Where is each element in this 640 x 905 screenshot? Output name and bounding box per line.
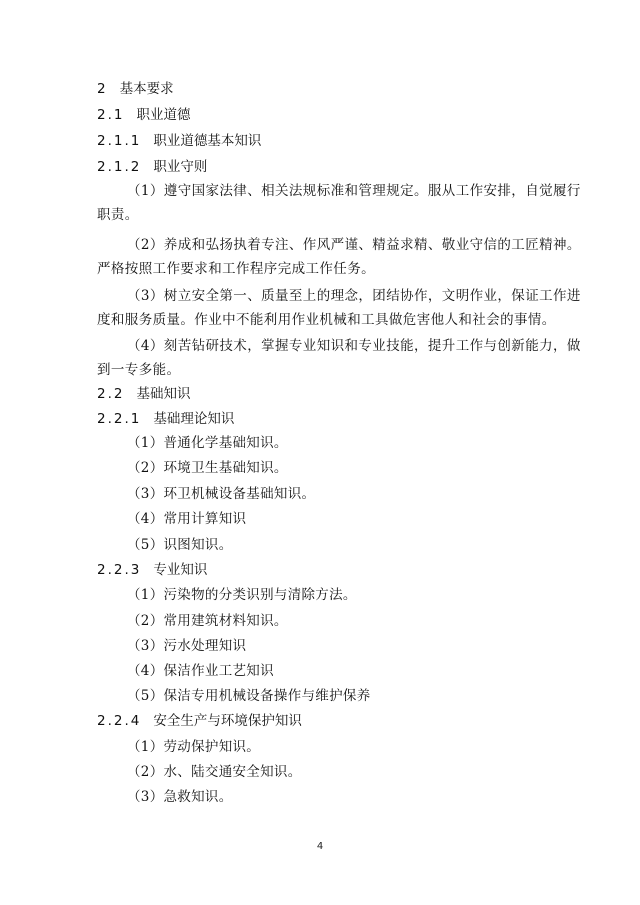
section-heading <box>97 105 557 125</box>
section-number: 2 <box>97 81 108 97</box>
paragraph-line: （4）刻苦钻研技术，掌握专业知识和专业技能，提升工作与创新能力，做 <box>127 338 581 354</box>
section-number: 2.2.1 <box>97 411 142 427</box>
section-heading <box>97 79 557 99</box>
section-title: 基本要求 <box>119 81 174 97</box>
list-item: （2）常用建筑材料知识。 <box>127 613 288 629</box>
page-number: 4 <box>316 841 324 852</box>
section-heading <box>97 560 557 580</box>
paragraph-line: （3）树立安全第一、质量至上的理念，团结协作，文明作业，保证工作进 <box>127 288 581 304</box>
section-title: 专业知识 <box>153 562 208 578</box>
section-heading <box>97 384 557 404</box>
section-number: 2.1.2 <box>97 159 142 175</box>
section-title: 基础理论知识 <box>153 411 235 427</box>
section-heading <box>97 409 557 429</box>
list-item: （1）劳动保护知识。 <box>127 739 261 755</box>
section-number: 2.1.1 <box>97 133 142 149</box>
list-item: （2）水、陆交通安全知识。 <box>127 764 302 780</box>
section-number: 2.2.4 <box>97 713 142 729</box>
list-item: （5）保洁专用机械设备操作与维护保养 <box>127 688 371 704</box>
section-heading <box>97 131 557 151</box>
section-title: 基础知识 <box>136 386 191 402</box>
list-item: （4）保洁作业工艺知识 <box>127 663 274 679</box>
list-item: （3）污水处理知识 <box>127 638 247 654</box>
section-title: 职业道德 <box>136 107 191 123</box>
section-number: 2.1 <box>97 107 125 123</box>
list-item: （1）污染物的分类识别与清除方法。 <box>127 587 357 603</box>
paragraph-line: （2）养成和弘扬执着专注、作风严谨、精益求精、敬业守信的工匠精神。 <box>127 237 581 253</box>
paragraph-line: 到一专多能。 <box>97 362 181 378</box>
paragraph-line: （1）遵守国家法律、相关法规标准和管理规定。服从工作安排，自觉履行 <box>127 183 581 199</box>
paragraph-line: 严格按照工作要求和工作程序完成工作任务。 <box>97 261 375 277</box>
section-title: 职业道德基本知识 <box>153 133 262 149</box>
section-heading <box>97 157 557 177</box>
list-item: （5）识图知识。 <box>127 537 233 553</box>
list-item: （1）普通化学基础知识。 <box>127 435 288 451</box>
section-title: 安全生产与环境保护知识 <box>153 713 302 729</box>
section-number: 2.2 <box>97 386 125 402</box>
section-title: 职业守则 <box>153 159 208 175</box>
list-item: （2）环境卫生基础知识。 <box>127 460 288 476</box>
section-number: 2.2.3 <box>97 562 142 578</box>
paragraph-line: 职责。 <box>97 207 139 223</box>
list-item: （3）急救知识。 <box>127 789 233 805</box>
list-item: （4）常用计算知识 <box>127 511 247 527</box>
paragraph-line: 度和服务质量。作业中不能利用作业机械和工具做危害他人和社会的事情。 <box>97 312 556 328</box>
section-heading <box>97 711 557 731</box>
list-item: （3）环卫机械设备基础知识。 <box>127 486 316 502</box>
